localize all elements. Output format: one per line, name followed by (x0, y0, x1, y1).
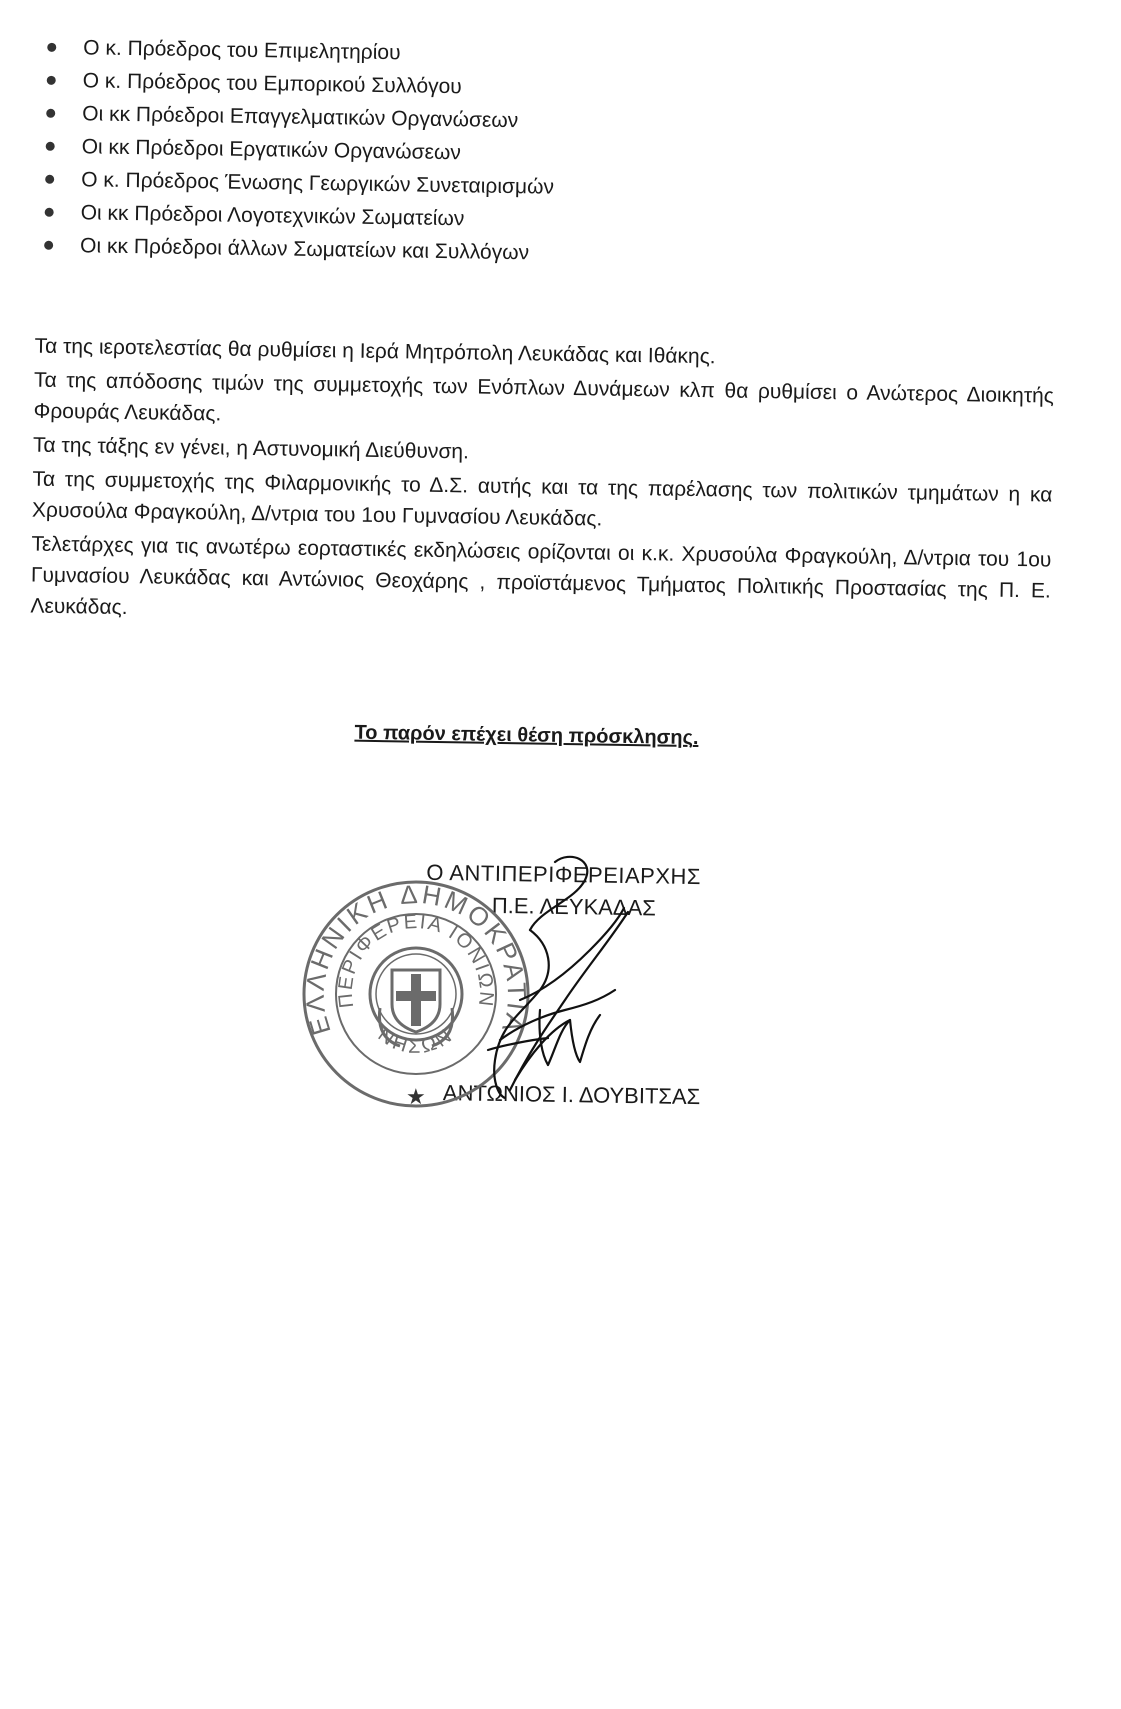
list-item: Ο κ. Πρόεδρος Ένωσης Γεωργικών Συνεταιρισμών (45, 163, 554, 204)
list-item: Οι κκ Πρόεδροι Εργατικών Οργανώσεων (45, 130, 554, 171)
signatory-title: Ο ΑΝΤΙΠΕΡΙΦΕΡΕΙΑΡΧΗΣ (426, 859, 702, 890)
invitation-note: Το παρόν επέχει θέση πρόσκλησης. (354, 721, 699, 750)
invitee-list (44, 31, 556, 270)
signatory-unit: Π.Ε. ΛΕΥΚΑΔΑΣ (491, 892, 657, 921)
bullet-icon (44, 241, 53, 250)
list-item: Ο κ. Πρόεδρος του Εμπορικού Συλλόγου (46, 64, 555, 105)
bullet-icon (47, 43, 56, 52)
paragraph-ceremony: Τα της ιεροτελεστίας θα ρυθμίσει η Ιερά Μητρόπολη Λευκάδας και Ιθάκης. (34, 334, 716, 369)
list-item: Οι κκ Πρόεδροι Λογοτεχνικών Σωματείων (44, 196, 553, 237)
bullet-icon (46, 142, 55, 151)
paragraph-order: Τα της τάξης εν γένει, η Αστυνομική Διεύθυνση. (32, 433, 470, 464)
list-item: Ο κ. Πρόεδρος του Επιμελητηρίου (47, 31, 556, 72)
paragraph-masters-of-ceremony: Τελετάρχες για τις ανωτέρω εορταστικές εκδηλώσεις ορίζονται οι κ.κ. Χρυσούλα Φραγκούλη, Δ/ντρια του 1ου Γυμνασίου Λευκάδας και Αντώνιος Θεοχάρης , προϊστάμενος Τμήματος Πολιτικής Προστασίας της Π. Ε. Λευκάδας. (30, 532, 1052, 620)
list-item: Οι κκ Πρόεδροι άλλων Σωματείων και Συλλόγων (44, 229, 553, 270)
star-icon: ★ (406, 1085, 426, 1110)
list-item: Οι κκ Πρόεδροι Επαγγελματικών Οργανώσεων (46, 97, 555, 138)
bullet-icon (45, 208, 54, 217)
bullet-icon (47, 76, 56, 85)
paragraph-parade: Τα της συμμετοχής της Φιλαρμονικής το Δ.Σ. αυτής και τα της παρέλασης των πολιτικών τμημάτων η κα Χρυσούλα Φραγκούλη, Δ/ντρια του 1ου Γυμνασίου Λευκάδας. (31, 467, 1053, 531)
svg-text:ΝΗΣΩΝ: ΝΗΣΩΝ (373, 1023, 459, 1058)
signatory-name: ΑΝΤΩΝΙΟΣ Ι. ΔΟΥΒΙΤΣΑΣ (442, 1080, 701, 1110)
bullet-icon (45, 175, 54, 184)
svg-text:ΕΛΛΗΝΙΚΗ ΔΗΜΟΚΡΑΤΙΑ: ΕΛΛΗΝΙΚΗ ΔΗΜΟΚΡΑΤΙΑ (300, 878, 532, 1039)
paragraph-honors: Τα της απόδοσης τιμών της συμμετοχής των Ενόπλων Δυνάμεων κλπ θα ρυθμίσει ο Ανώτερος Διοικητής Φρουράς Λευκάδας. (33, 368, 1055, 426)
instructions-body (30, 331, 1074, 638)
svg-text:ΠΕΡΙΦΕΡΕΙΑ ΙΟΝΙΩΝ: ΠΕΡΙΦΕΡΕΙΑ ΙΟΝΙΩΝ (334, 910, 498, 1010)
bullet-icon (46, 109, 55, 118)
handwritten-signature (380, 850, 720, 1110)
